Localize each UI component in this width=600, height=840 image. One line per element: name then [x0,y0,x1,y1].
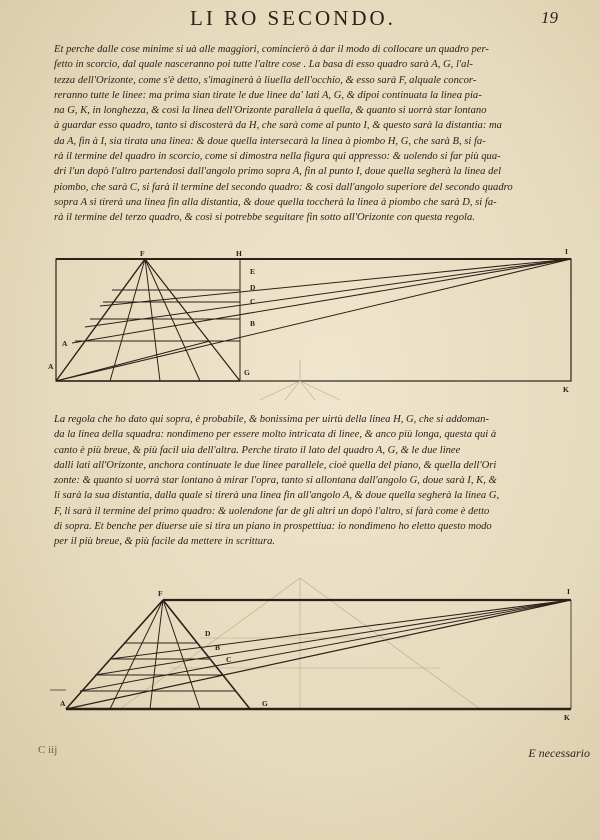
text-line: fetto in scorcio, dal quale nasceranno poi tutte l'altre cose . La basa di esso quadro sarà A, G, l'al- [54,59,473,71]
text-line: canto è più breue, & più facil uia dell'altra. Perche tirato il lato del quadro A, G, & le due linee [54,444,461,456]
label-A: A [48,362,54,371]
text-line: per il più breue, & più facile da mettere in scrittura. [54,536,276,548]
label-H: H [236,249,242,258]
text-line: Et perche dalle cose minime si uà alle maggiori, comincierò à dar il modo di collocare un quadro per- [54,44,489,55]
catchword: E necessario [528,746,590,760]
label-D: D [205,629,211,638]
text-line: zonte: & quanto si uorrà star lontano à mirar l'opra, tanto si allontana dall'angolo G, doue sarà I, K, & [54,475,497,487]
text-line: da A, fin à I, sia tirata una linea: & doue quella intersecarà la linea à piombo H, G, che sarà B, si fa- [54,135,486,147]
page-number: 19 [541,8,558,27]
running-title: LI RO SECONDO. [190,6,396,30]
label-F: F [140,249,145,258]
label-G: G [244,368,250,377]
label-E: E [250,267,256,276]
text-line: dri l'un dopò l'altro partendosi dall'angolo primo sopra A, fin al punto I, doue quella segherà la linea del [54,166,502,178]
text-line: reranno tutte le linee: ma prima sian tirate le due linee da' lati A, G, & dipoi continuata la linea pia- [54,89,482,101]
text-line: rà il termine del terzo quadro, & così si potrebbe seguitare fin sotto all'Orizonte con questa regola. [54,212,475,224]
label-B: B [215,643,221,652]
label-A-upper: A [62,339,68,348]
text-line: na G, K, in longhezza, & così la linea dell'Orizonte parallela à quella, & quanto si uorrà star lontano [54,105,487,117]
label-K: K [563,385,569,394]
label-I: I [567,587,570,596]
label-F: F [158,589,163,598]
text-line: di sopra. Et benche per diuerse uie si tira un piano in prospettiua: io nondimeno ho eletto questo modo [54,521,492,533]
paragraph-second [54,412,574,550]
figure-perspective-square-method-one [0,240,600,400]
paragraph-first [54,42,574,226]
text-line: à guardar esso quadro, tanto si discosterà da H, che sarà come al punto I, & questo sarà la distantia: ma [54,120,502,132]
label-K: K [564,713,570,722]
page-header [0,6,600,34]
text-line: La regola che ho dato qui sopra, è probabile, & bonissima per uirtù della linea H, G, che si addoman- [54,414,490,425]
text-line: dalli lati all'Orizonte, anchora continuate le due linee parallele, cioè quella del piano, & quella dell'Ori [54,459,497,471]
figure-perspective-square-method-two [0,578,600,738]
label-D: D [250,283,256,292]
label-A: A [60,699,66,708]
figure-two-drawing [0,578,600,738]
text-line: da la linea della squadra: nondimeno per essere molto intricata di linee, & anco più longa, questa qui à [54,429,497,441]
text-line: piombo, che sarà C, si farà il termine del secondo quadro: & così dall'angolo superiore del secondo quadro [54,181,513,193]
signature-mark: C iij [38,744,58,756]
label-C: C [250,297,256,306]
figure-one-drawing [0,240,600,400]
text-line: tezza dell'Orizonte, come s'è detto, s'imaginerà à liuella dell'occhio, & esso sarà F, alquale concor- [54,74,477,86]
label-C: C [226,655,232,664]
text-line: rà il termine del quadro in scorcio, come si dimostra nella figura qui appresso: & uolendo si far più qua- [54,151,501,163]
text-line: F, li sarà il termine del primo quadro: & uolendone far de gli altri un dopò l'altro, si farà come è detto [54,505,490,517]
text-line: li sarà la sua distantia, dalla quale si tirerà una linea fin all'angolo A, & doue quella segherà la linea G, [54,490,500,502]
label-I: I [565,247,568,256]
text-line: sopra A si tirerà una linea fin alla distantia, & doue quella toccherà la linea à piombo che sarà D, si fa- [54,196,497,208]
label-B: B [250,319,256,328]
label-G: G [262,699,268,708]
